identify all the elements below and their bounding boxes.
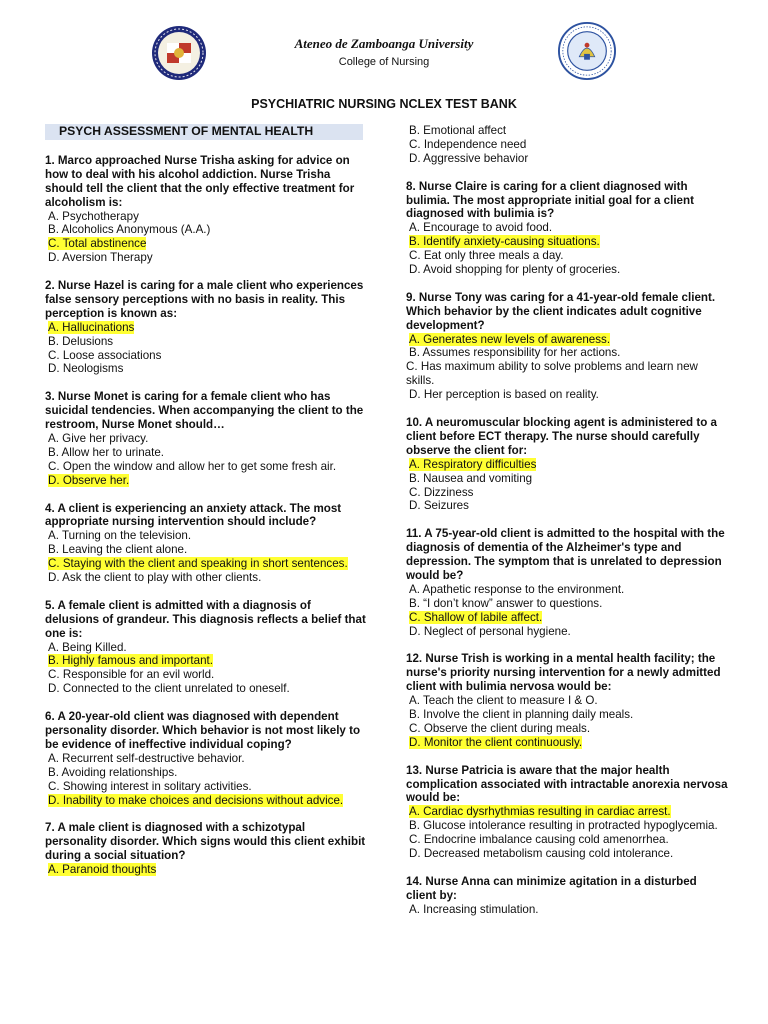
option-text: C. Open the window and allow her to get some fresh air. [48, 459, 337, 473]
question-stem: 9. Nurse Tony was caring for a 41-year-old female client. Which behavior by the client indicates adult cognitive development? [406, 290, 716, 332]
answer-option [406, 736, 728, 750]
option-text: B. Delusions [48, 334, 114, 348]
question-item [45, 154, 367, 265]
option-text: A. Increasing stimulation. [409, 902, 539, 916]
option-text: C. Observe the client during meals. [409, 721, 591, 735]
highlighted-answer: A. Cardiac dysrhythmias resulting in cardiac arrest. [409, 805, 671, 819]
question-item [45, 599, 367, 696]
option-text: D. Avoid shopping for plenty of groceries. [409, 263, 621, 277]
answer-option [406, 221, 728, 235]
option-text: B. Involve the client in planning daily meals. [409, 707, 634, 721]
option-text: C. Dizziness [409, 485, 474, 499]
question-item [45, 710, 367, 807]
answer-option [406, 388, 728, 402]
option-text: A. Encourage to avoid food. [409, 221, 553, 235]
option-text: B. “I don’t know” answer to questions. [409, 596, 603, 610]
question-stem: 1. Marco approached Nurse Trisha asking for advice on how to deal with his alcohol addiction. Nurse Trisha should tell the client that the only effective treatment for alcoholism is: [45, 153, 355, 209]
question-stem: 4. A client is experiencing an anxiety attack. The most appropriate nursing intervention should include? [45, 501, 342, 529]
option-text: B. Emotional affect [409, 124, 507, 137]
option-text: A. Recurrent self-destructive behavior. [48, 751, 245, 765]
highlighted-answer: C. Total abstinence [48, 237, 147, 251]
answer-option [406, 611, 728, 625]
answer-option [45, 223, 367, 237]
option-text: D. Connected to the client unrelated to oneself. [48, 682, 290, 696]
answer-option [406, 235, 728, 249]
answer-option [406, 805, 728, 819]
highlighted-answer: B. Identify anxiety-causing situations. [409, 235, 600, 249]
question-stem: 7. A male client is diagnosed with a schizotypal personality disorder. Which signs would this client exhibit during a social situation? [45, 821, 366, 863]
answer-option [406, 583, 728, 597]
answer-option [45, 335, 367, 349]
question-stem: 12. Nurse Trish is working in a mental health facility; the nurse's priority nursing intervention for a newly admitted client with bulimia nervosa would be: [406, 652, 721, 694]
answer-option [406, 472, 728, 486]
answer-option [45, 543, 367, 557]
answer-option [45, 460, 367, 474]
highlighted-answer: A. Paranoid thoughts [48, 863, 157, 877]
option-text: C. Loose associations [48, 348, 162, 362]
option-text: B. Allow her to urinate. [48, 445, 164, 459]
option-text: A. Give her privacy. [48, 432, 149, 445]
answer-option [406, 722, 728, 736]
answer-option [45, 321, 367, 335]
answer-option [406, 249, 728, 263]
option-text: C. Endocrine imbalance causing cold amenorrhea. [409, 833, 669, 847]
answer-option [45, 571, 367, 585]
answer-option [406, 819, 728, 833]
left-column [45, 124, 367, 877]
answer-option [45, 210, 367, 224]
question-stem: 13. Nurse Patricia is aware that the major health complication associated with intractable anorexia nervosa would be: [406, 763, 728, 805]
answer-option [45, 349, 367, 363]
question-item [406, 416, 728, 513]
option-text: D. Seizures [409, 499, 469, 513]
question-item [45, 821, 367, 877]
question-stem: 6. A 20-year-old client was diagnosed with dependent personality disorder. Which behavior is not most likely to be evidence of ineffective individual coping? [45, 710, 361, 751]
option-text: D. Ask the client to play with other clients. [48, 571, 262, 585]
college-of-nursing-seal-icon [558, 22, 616, 80]
option-text: D. Decreased metabolism causing cold intolerance. [409, 847, 674, 861]
question-stem: 10. A neuromuscular blocking agent is administered to a client before ECT therapy. The nurse should carefully observe the client for: [406, 415, 717, 457]
question-item [406, 875, 728, 917]
question-item [406, 124, 728, 166]
document-title: PSYCHIATRIC NURSING NCLEX TEST BANK [251, 97, 517, 111]
university-seal-icon [150, 24, 208, 82]
highlighted-answer: D. Monitor the client continuously. [409, 735, 583, 749]
answer-option [45, 251, 367, 265]
question-stem: 14. Nurse Anna can minimize agitation in a disturbed client by: [406, 874, 697, 902]
answer-option [45, 794, 367, 808]
question-stem: 5. A female client is admitted with a diagnosis of delusions of grandeur. This diagnosis reflects a belief that one is: [45, 598, 366, 640]
question-stem: 8. Nurse Claire is caring for a client diagnosed with bulimia. The most appropriate initial goal for a client diagnosed with bulimia is? [406, 179, 694, 221]
answer-option [406, 625, 728, 639]
college-name: College of Nursing [338, 56, 430, 68]
left-question-list [45, 154, 367, 877]
answer-option [45, 752, 367, 766]
question-stem: 2. Nurse Hazel is caring for a male client who experiences false sensory perceptions with no basis in reality. This perception is known as: [45, 279, 364, 320]
answer-option [45, 668, 367, 682]
question-item [45, 279, 367, 376]
section-heading: PSYCH ASSESSMENT OF MENTAL HEALTH [45, 124, 363, 140]
highlighted-answer: C. Shallow of labile affect. [409, 610, 543, 624]
answer-option [406, 138, 728, 152]
highlighted-answer: C. Staying with the client and speaking in short sentences. [48, 557, 348, 571]
answer-option [406, 903, 728, 917]
option-text: B. Nausea and vomiting [409, 471, 533, 485]
option-text: C. Responsible for an evil world. [48, 668, 215, 682]
answer-option [45, 654, 367, 668]
right-question-list [406, 124, 728, 917]
option-text: D. Aversion Therapy [48, 251, 153, 265]
answer-option [406, 694, 728, 708]
question-item [406, 652, 728, 749]
question-item [406, 527, 728, 638]
answer-option [406, 124, 728, 138]
option-text: B. Leaving the client alone. [48, 543, 188, 557]
highlighted-answer: B. Highly famous and important. [48, 654, 213, 668]
option-text: D. Neglect of personal hygiene. [409, 624, 571, 638]
answer-option [45, 237, 367, 251]
question-item [45, 502, 367, 585]
option-text: A. Turning on the television. [48, 529, 192, 543]
option-text: D. Neologisms [48, 362, 124, 376]
option-text: D. Aggressive behavior [409, 151, 529, 165]
answer-option [406, 486, 728, 500]
answer-option [406, 263, 728, 277]
highlighted-answer: A. Respiratory difficulties [409, 457, 537, 471]
question-stem: 11. A 75-year-old client is admitted to the hospital with the diagnosis of dementia of the Alzheimer's type and depression. The symptom that is unrelated to depression would be? [406, 527, 725, 582]
answer-option [45, 432, 367, 446]
answer-option [45, 446, 367, 460]
highlighted-answer: D. Observe her. [48, 473, 130, 487]
document-header [0, 18, 768, 78]
highlighted-answer: A. Hallucinations [48, 320, 135, 334]
answer-option [406, 833, 728, 847]
question-item [406, 764, 728, 861]
option-text: A. Psychotherapy [48, 209, 139, 223]
answer-option [45, 682, 367, 696]
option-text: C. Eat only three meals a day. [409, 249, 564, 263]
answer-option [45, 863, 367, 877]
question-item [45, 390, 367, 487]
answer-option [45, 557, 367, 571]
answer-option [406, 597, 728, 611]
right-column [406, 124, 728, 917]
option-text: B. Avoiding relationships. [48, 765, 178, 779]
answer-option [45, 780, 367, 794]
option-text: A. Apathetic response to the environment. [409, 582, 625, 596]
option-text: C. Has maximum ability to solve problems and learn new skills. [406, 360, 698, 388]
answer-option [406, 458, 728, 472]
answer-option [406, 346, 728, 360]
answer-option [45, 641, 367, 655]
answer-option [406, 333, 728, 347]
answer-option [45, 362, 367, 376]
highlighted-answer: A. Generates new levels of awareness. [409, 332, 611, 346]
option-text: A. Teach the client to measure I & O. [409, 694, 598, 708]
question-stem: 3. Nurse Monet is caring for a female client who has suicidal tendencies. When accompanying the client to the restroom, Nurse Monet should… [45, 390, 364, 432]
option-text: B. Assumes responsibility for her actions. [409, 346, 621, 360]
answer-option [406, 360, 728, 388]
question-item [406, 291, 728, 402]
option-text: B. Glucose intolerance resulting in protracted hypoglycemia. [409, 819, 718, 833]
question-item [406, 180, 728, 277]
highlighted-answer: D. Inability to make choices and decisions without advice. [48, 793, 344, 807]
answer-option [406, 847, 728, 861]
answer-option [45, 529, 367, 543]
answer-option [406, 708, 728, 722]
university-name: Ateneo de Zamboanga University [294, 36, 474, 51]
option-text: D. Her perception is based on reality. [409, 388, 599, 402]
answer-option [406, 499, 728, 513]
option-text: A. Being Killed. [48, 640, 127, 654]
answer-option [406, 152, 728, 166]
answer-option [45, 474, 367, 488]
option-text: C. Independence need [409, 137, 527, 151]
option-text: B. Alcoholics Anonymous (A.A.) [48, 223, 211, 237]
answer-option [45, 766, 367, 780]
option-text: C. Showing interest in solitary activities. [48, 779, 252, 793]
